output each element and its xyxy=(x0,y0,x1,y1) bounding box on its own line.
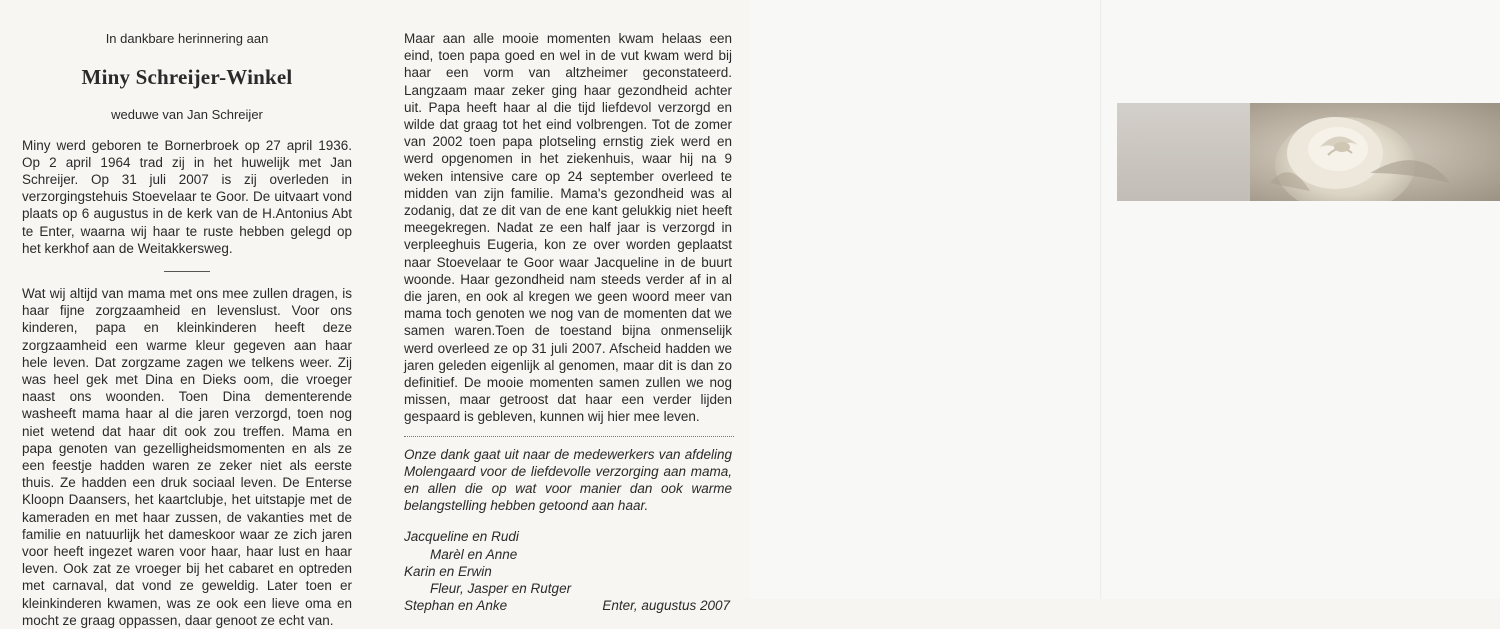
memory-paragraph-right: Maar aan alle mooie momenten kwam helaas een eind, toen papa goed en wel in de vut kwam werd bij haar een vorm van altzheimer geconstateerd. Langzaam maar zeker ging haar gezondheid achter uit. Papa heeft haar al die tijd liefdevol verzorgd en wilde dat graag tot het eind volbrengen. Tot de zomer van 2002 toen papa plotseling ernstig ziek werd en werd opgenomen in het ziekenhuis, waar hij na 9 weken intensive care op 24 september overleed te midden van zijn familie. Mama's gezondheid was al zodanig, dat ze dit van de ene kant gelukkig niet heeft meegekregen. Nadat ze een half jaar is verzorgd in verpleeghuis Eugeria, kon ze over worden geplaatst naar Stoevelaar te Goor waar Jacqueline in de buurt woonde. Haar gezondheid nam steeds verder af in al die jaren, en ook al kregen we geen woord meer van mama toch genoten we nog van de momenten dat we samen waren.Toen de toestand bijna onmenselijk werd overleed ze op 31 juli 2007. Afscheid hadden we jaren geleden eigenlijk al genomen, maar dit is dan zo definitief. De mooie momenten samen zullen we nog missen, maar getroost dat haar een verder lijden gespaard is gebleven, kunnen wij hier mee leven. xyxy=(404,31,732,425)
memory-paragraph-left: Wat wij altijd van mama met ons mee zullen dragen, is haar fijne zorgzaamheid en levenslust. Voor ons kinderen, papa en kleinkinderen heeft deze zorgzaamheid een warme kleur gegeven aan haar hele leven. Dat zorgzame zagen we telkens weer. Zij was heel gek met Dina en Dieks oom, die vroeger naast ons woonden. Toen Dina dementerende washeeft mama haar al die jaren verzorgd, toen nog niet wetend dat haar dit ook zou treffen. Mama en papa genoten van gezelligheidsmomenten en als ze een feestje hadden waren ze zeker niet als eerste thuis. Ze hadden een druk sociaal leven. De Enterse Kloopn Daansers, het kaartclubje, het uitstapje met de kameraden en met haar zussen, de vakanties met de familie en natuurlijk het dameskoor waar ze zich jaren voor heeft ingezet waren voor haar, haar lust en haar leven. Ook zat ze vroeger bij het cabaret en optreden met carnaval, dat vond ze geweldig. Later toen er kleinkinderen kwamen, was ze ook een lieve oma en mocht ze graag oppassen, daar genoot ze echt van. xyxy=(22,286,352,628)
middle-column xyxy=(404,30,732,614)
rose-icon xyxy=(1250,103,1500,201)
signature-line: Karin en Erwin xyxy=(404,563,492,579)
biography-paragraph: Miny werd geboren te Bornerbroek op 27 april 1936. Op 2 april 1964 trad zij in het huwelijk met Jan Schreijer. Op 31 juli 2007 is zij overleden in verzorgingstehuis Stoevelaar te Goor. De uitvaart vond plaats op 6 augustus in de kerk van de H.Antonius Abt te Enter, waarna wij haar te ruste hebben gelegd op het kerkhof aan de Weitakkersweg. xyxy=(22,137,352,256)
divider xyxy=(164,271,210,272)
fold-line xyxy=(1100,0,1102,599)
signatures xyxy=(404,528,732,614)
signature-line: Fleur, Jasper en Rutger xyxy=(430,581,572,597)
widow-of-text: weduwe van Jan Schreijer xyxy=(111,107,263,123)
rose-image xyxy=(1250,103,1500,201)
signature-line: Jacqueline en Rudi xyxy=(404,529,519,545)
card-cover-page xyxy=(750,0,1500,599)
intro-text: In dankbare herinnering aan xyxy=(105,31,269,46)
dotted-divider xyxy=(404,436,734,437)
left-column xyxy=(22,30,352,629)
cover-banner xyxy=(1117,103,1500,201)
signature-line: Marèl en Anne xyxy=(430,546,518,562)
place-date: Enter, augustus 2007 xyxy=(602,598,730,614)
deceased-name: Miny Schreijer-Winkel xyxy=(81,65,293,90)
thanks-paragraph: Onze dank gaat uit naar de medewerkers van afdeling Molengaard voor de liefdevolle verzorging aan mama, en allen die op wat voor manier dan ook warme belangstelling hebben getoond aan haar. xyxy=(404,446,732,514)
signature-line: Stephan en Anke xyxy=(404,598,508,614)
banner-light-block xyxy=(1117,103,1250,201)
